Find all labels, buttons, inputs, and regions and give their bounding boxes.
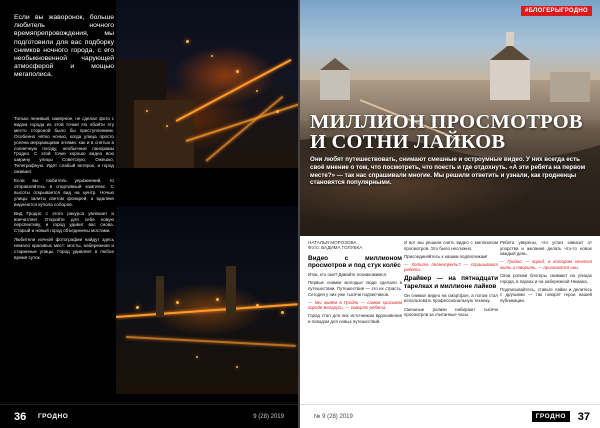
right-footer — [300, 404, 600, 428]
article-column-3 — [500, 240, 592, 306]
lead-text: Они любят путешествовать, снимают смешные и остроумные видео. У них всегда есть своё мнение о том, что посмотреть, что поесть и где отдохнуть. «А эти ребята на первом месте?» — так нас спрашивали многие. Мы решили ответить и узнали, как гродненцы становятся популярными. — [310, 156, 586, 187]
paragraph: Он снимал видео на смартфон, а потом стал использовать профессиональную технику. — [404, 292, 498, 304]
quote: — Мы живём в Гродно — самом красивом городе Беларуси, — говорят ребята. — [308, 299, 402, 311]
left-page — [0, 0, 298, 428]
article-column-2 — [404, 240, 498, 320]
issue-number: № 9 (28) 2019 — [314, 413, 353, 420]
paragraph: Итак, кто они? Давайте познакомимся. — [308, 272, 388, 278]
page-number: 36 — [14, 411, 27, 423]
paragraph: Свои ролики блогеры снимают на улицах города, в парках и на набережной Немана. — [500, 272, 592, 284]
body-paragraph: Вид Гродно с этого ракурса увлекает и впечатляет. Откройте для себя новую перспективу, и город удивит вас снова. Старый и новый город объединены мостами. — [14, 210, 114, 234]
issue-number: 9 (28) 2019 — [253, 413, 284, 420]
quote: — Гродно — город, в котором хочется жить и творить, — признаются они. — [500, 259, 592, 270]
paragraph: И вот мы решили снять видео с миллионом просмотров. Это было несложно. — [404, 240, 498, 251]
page-number: 37 — [577, 411, 590, 423]
night-city-photo-top — [116, 0, 298, 168]
subheading: Драйвер — на пятнадцати тарелках и миллионе лайков — [404, 275, 498, 290]
right-page — [300, 0, 600, 428]
hashtag-badge: #БЛОГЕРЫГРОДНО — [521, 6, 592, 16]
article-column-1 — [308, 240, 402, 327]
headline: МИЛЛИОН ПРОСМОТРОВ И СОТНИ ЛАЙКОВ — [310, 111, 583, 153]
paragraph: Смешные ролики набирают тысячи просмотров за считанные часы. — [404, 306, 498, 318]
left-footer — [0, 404, 298, 428]
paragraph: Присоединяйтесь к нашим подписчикам! — [404, 253, 488, 259]
paragraph: Подписывайтесь, ставьте лайки и делитесь с друзьями — так говорят герои нашей публикации. — [500, 286, 592, 303]
subheading: Видео с миллионом просмотров и под стук колёс — [308, 254, 402, 270]
left-body-text — [14, 116, 114, 264]
body-paragraph: Только ленивый, наверное, не сделал фото с видом города из этой точки! Но обойти эту место стороной было бы преступлением. Особенно чётко ночью, когда улица просто усеяна мерцающими огнями: как и в снятых в солнечную погоду, необычные панорамы Гродно. С этой точки хорошо видно всю ширину улицы Советскую, Ожешко, Телеграфную. Идёт слабый ветерок, и город оживает. — [14, 116, 114, 175]
quote: — Хотите посмотреть? — спрашивают ребята. — [404, 261, 498, 273]
hero-photo — [300, 0, 600, 236]
paragraph: Ребята уверены, что успех зависит от упорства и желания делать что-то новое каждый день. — [500, 240, 592, 257]
paragraph: Город стал для них источником вдохновения и поводом для новых путешествий. — [308, 313, 402, 324]
night-city-photo-bottom — [116, 206, 298, 394]
magazine-name: ГРОДНО — [532, 411, 570, 422]
byline — [308, 240, 402, 251]
photo-credit: Фото: ВАДИМА ГОЛУБКА — [308, 245, 363, 251]
magazine-name: ГРОДНО — [38, 413, 69, 420]
author: НАТАЛЬЯ МОРОЗОВА — [308, 240, 357, 245]
body-paragraph: Если вы любитель упражнений, то отправляйтесь в спортивный комплекс. С высоты открывается вид на центр. Ночью улицы залиты светом фонарей, а вдалеке виднеются купола соборов. — [14, 178, 114, 207]
body-paragraph: Любители ночной фотографии найдут здесь немало красивых мест: мосты, набережная и старинные улицы. Город удивляет в любое время суток. — [14, 237, 114, 260]
paragraph: Первые снимки молодые люди сделали в путешествии. Путешествия — это их страсть. Сегодня у них уже тысячи подписчиков. — [308, 280, 402, 297]
intro-text: Если вы жаворонок, больше любитель ночного времяпрепровождения, мы подготовили для вас подборку снимков ночного города, с его необыкновенной чарующей атмосферой и мощью мегаполиса. — [14, 14, 114, 79]
